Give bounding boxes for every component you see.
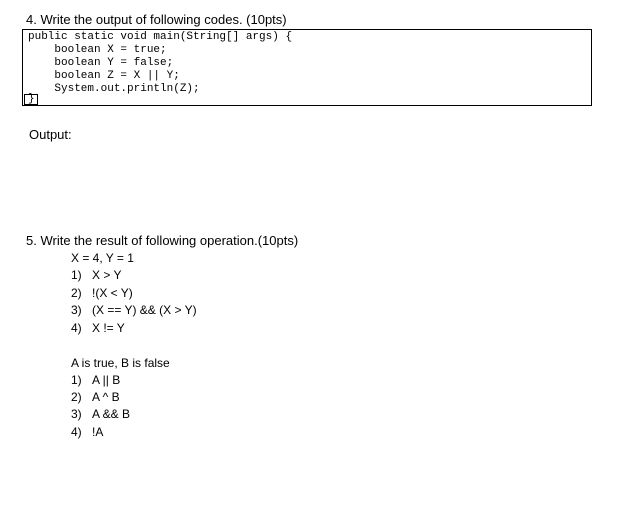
- code-line: boolean Z = X || Y;: [28, 70, 180, 82]
- set1-item-expression: (X == Y) && (X > Y): [92, 303, 197, 317]
- set1-item-number: 4): [71, 321, 82, 335]
- code-line: public static void main(String[] args) {: [28, 31, 293, 43]
- question-5-heading: 5. Write the result of following operation.(10pts): [26, 233, 299, 248]
- code-line: boolean X = true;: [28, 44, 167, 56]
- set2-item-number: 3): [71, 407, 82, 421]
- closing-brace-box: [24, 94, 38, 105]
- set2-item-expression: A ^ B: [92, 390, 120, 404]
- set2-item-expression: A || B: [92, 373, 121, 387]
- set1-item-expression: X > Y: [92, 268, 122, 282]
- set1-item-number: 1): [71, 268, 82, 282]
- set2-item-expression: !A: [92, 425, 104, 439]
- question-4-heading: 4. Write the output of following codes. (10pts): [26, 12, 287, 27]
- set2-item-number: 4): [71, 425, 82, 439]
- set2-item-expression: A && B: [92, 407, 131, 421]
- set2-item-number: 1): [71, 373, 82, 387]
- output-label: Output:: [29, 127, 72, 142]
- set2-item-number: 2): [71, 390, 82, 404]
- set2-given: A is true, B is false: [71, 356, 170, 370]
- closing-brace: }: [28, 93, 35, 105]
- set1-item-expression: X != Y: [92, 321, 125, 335]
- code-line: boolean Y = false;: [28, 57, 174, 69]
- code-box: [22, 29, 592, 106]
- set1-item-expression: !(X < Y): [92, 286, 133, 300]
- set1-item-number: 2): [71, 286, 82, 300]
- set1-item-number: 3): [71, 303, 82, 317]
- set1-given: X = 4, Y = 1: [71, 251, 134, 265]
- code-line: System.out.println(Z);: [28, 83, 200, 95]
